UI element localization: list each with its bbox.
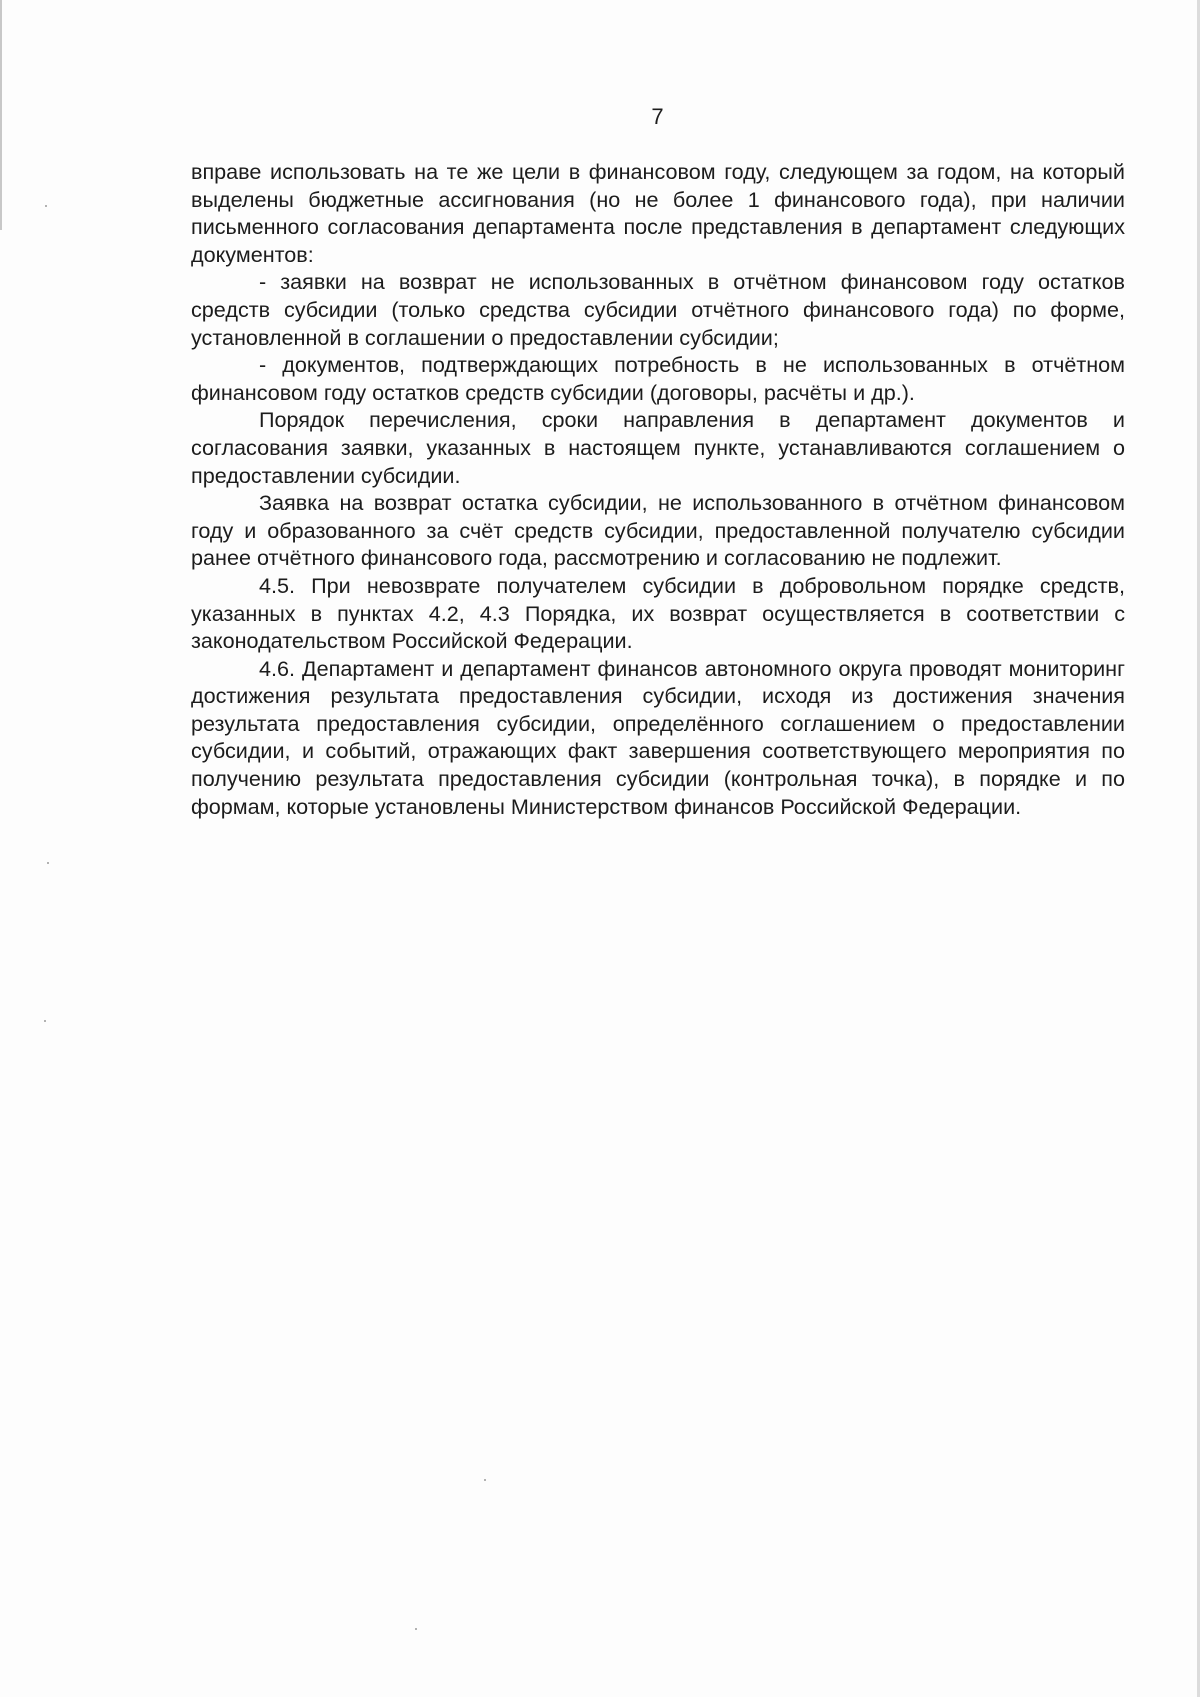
scan-speck — [484, 1479, 486, 1481]
scan-speck — [44, 1020, 46, 1022]
document-body — [191, 158, 1125, 820]
scan-speck — [47, 862, 49, 864]
page-number: 7 — [651, 104, 664, 129]
paragraph-clause-4-5: 4.5. При невозврате получателем субсидии в добровольном порядке средств, указанных в пунктах 4.2, 4.3 Порядка, их возврат осуществляется в соответствии с законодательством Российской Федерации. — [191, 572, 1125, 654]
paragraph-list-item-application: - заявки на возврат не использованных в отчётном финансовом году остатков средств субсидии (только средства субсидии отчётного финансового года) по форме, установленной в соглашении о предоставлении субсидии; — [191, 269, 1125, 350]
paragraph-clause-4-6: 4.6. Департамент и департамент финансов автономного округа проводят мониторинг достижения результата предоставления субсидии, исходя из достижения значения результата предоставления субсидии, определённого соглашением о предоставлении субсидии, и событий, отражающих факт завершения соответствующего мероприятия по получению результата предоставления субсидии (контрольная точка), в порядке и по формам, которые установлены Министерством финансов Российской Федерации. — [191, 655, 1125, 819]
paragraph-transfer-procedure: Порядок перечисления, сроки направления в департамент документов и согласования заявки, указанных в настоящем пункте, устанавливаются соглашением о предоставлении субсидии. — [191, 407, 1125, 488]
paragraph-continuation: вправе использовать на те же цели в финансовом году, следующем за годом, на который выделены бюджетные ассигнования (но не более 1 финансового года), при наличии письменного согласования департамента после представления в департамент следующих документов: — [191, 159, 1125, 267]
paragraph-return-application: Заявка на возврат остатка субсидии, не использованного в отчётном финансовом году и образованного за счёт средств субсидии, предоставленной получателю субсидии ранее отчётного финансового года, рассмотрению и согласованию не подлежит. — [191, 490, 1125, 571]
paragraph-list-item-documents: - документов, подтверждающих потребность в не использованных в отчётном финансовом году остатков средств субсидии (договоры, расчёты и др.). — [191, 352, 1125, 405]
scan-speck — [415, 1628, 417, 1630]
scan-speck — [45, 205, 47, 207]
